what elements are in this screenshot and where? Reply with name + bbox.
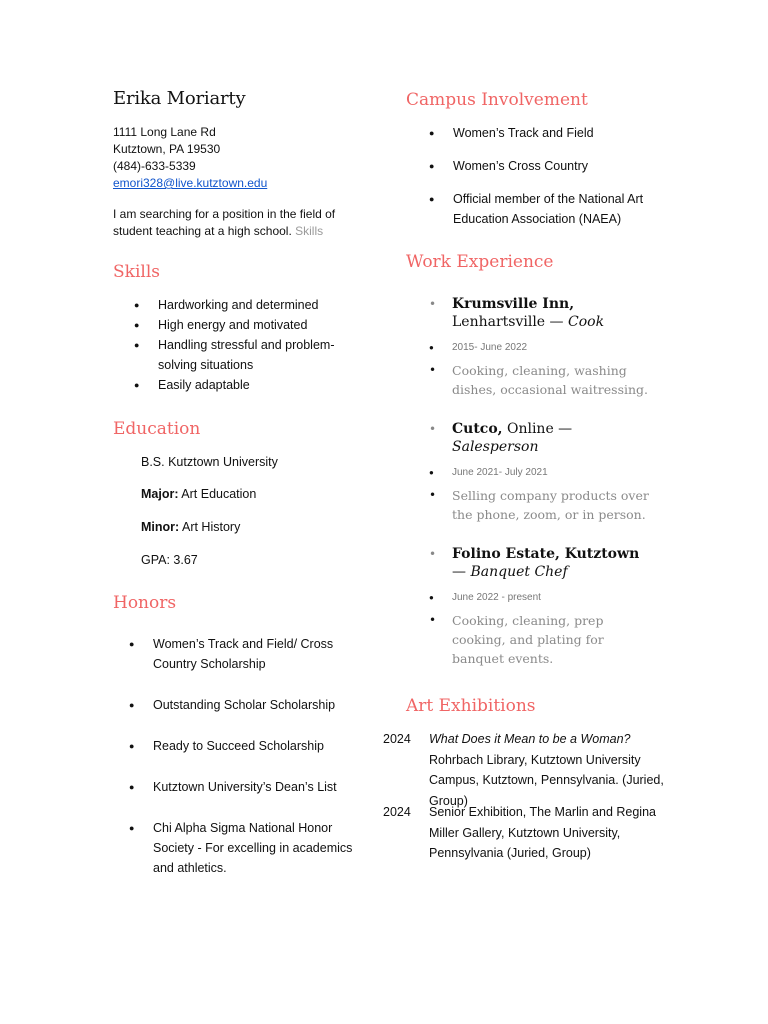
list-item: ● Kutztown University’s Dean’s List bbox=[129, 777, 359, 797]
degree: B.S. Kutztown University bbox=[141, 455, 278, 469]
list-item: ● Easily adaptable bbox=[134, 375, 354, 395]
list-item: ● Ready to Succeed Scholarship bbox=[129, 736, 359, 756]
exhibition-entry bbox=[383, 802, 683, 864]
exhibition-text bbox=[429, 802, 683, 864]
job-title-line bbox=[429, 420, 659, 456]
job-dates: ● June 2021- July 2021 bbox=[429, 466, 659, 480]
job-entry bbox=[429, 545, 659, 668]
list-item: ● Outstanding Scholar Scholarship bbox=[129, 695, 359, 715]
job-entry bbox=[429, 295, 659, 399]
job-role: Banquet Chef bbox=[470, 564, 568, 580]
address-line-1: 1111 Long Lane Rd bbox=[113, 125, 216, 139]
job-location: Lenhartsville — bbox=[452, 314, 568, 330]
job-role: Salesperson bbox=[452, 439, 539, 455]
address-line-2: Kutztown, PA 19530 bbox=[113, 142, 221, 156]
education-heading: Education bbox=[113, 419, 201, 439]
job-description: • Cooking, cleaning, prep cooking, and plating for banquet events. bbox=[429, 611, 659, 668]
work-heading: Work Experience bbox=[406, 252, 554, 272]
exhibition-title: What Does it Mean to be a Woman? bbox=[429, 732, 631, 746]
job-dates: ● 2015- June 2022 bbox=[429, 341, 659, 355]
honors-heading: Honors bbox=[113, 593, 177, 613]
job-employer: Krumsville Inn, bbox=[452, 296, 575, 312]
job-title-line bbox=[429, 295, 659, 331]
exhibition-details: Senior Exhibition, The Marlin and Regina Miller Gallery, Kutztown University, Pennsylvania (Juried, Group) bbox=[429, 805, 656, 860]
list-item: ● Chi Alpha Sigma National Honor Society - For excelling in academics and athletics. bbox=[129, 818, 359, 878]
job-description: • Cooking, cleaning, washing dishes, occasional waitressing. bbox=[429, 361, 659, 399]
campus-heading: Campus Involvement bbox=[406, 90, 588, 110]
objective-trailing-text: Skills bbox=[295, 224, 324, 238]
gpa: GPA: 3.67 bbox=[141, 553, 198, 567]
job-title-line bbox=[429, 545, 659, 581]
minor-value: Art History bbox=[181, 520, 241, 534]
major-label: Major: bbox=[141, 487, 179, 501]
exhibition-details: Rohrbach Library, Kutztown University Campus, Kutztown, Pennsylvania. (Juried, Group) bbox=[429, 752, 664, 808]
job-role: Cook bbox=[568, 314, 605, 330]
contact-block bbox=[113, 124, 267, 192]
skills-heading: Skills bbox=[113, 262, 160, 282]
job-location: — bbox=[452, 564, 471, 580]
job-description: • Selling company products over the phone, zoom, or in person. bbox=[429, 486, 659, 524]
email-link[interactable]: emori328@live.kutztown.edu bbox=[113, 176, 268, 190]
job-dates: ● June 2022 - present bbox=[429, 591, 659, 605]
campus-list bbox=[429, 123, 679, 242]
phone-number: (484)-633-5339 bbox=[113, 159, 196, 173]
skills-list bbox=[134, 295, 354, 395]
list-item: ● Women’s Cross Country bbox=[429, 156, 679, 176]
job-entry bbox=[429, 420, 659, 524]
exhibition-year: 2024 bbox=[383, 732, 411, 746]
exhibition-year: 2024 bbox=[383, 805, 411, 819]
list-item: ● Women’s Track and Field bbox=[429, 123, 679, 143]
list-item: ● Handling stressful and problem-solving situations bbox=[134, 335, 354, 375]
exhibition-text bbox=[429, 729, 683, 811]
objective bbox=[113, 206, 363, 240]
major bbox=[141, 487, 256, 501]
exhibitions-heading: Art Exhibitions bbox=[406, 696, 536, 716]
honors-list bbox=[129, 634, 359, 899]
job-employer: Cutco, bbox=[452, 421, 503, 437]
exhibition-entry bbox=[383, 729, 683, 811]
job-location: Online — bbox=[502, 421, 573, 437]
list-item: ● Women’s Track and Field/ Cross Country Scholarship bbox=[129, 634, 359, 674]
candidate-name: Erika Moriarty bbox=[113, 88, 246, 109]
list-item: ● Official member of the National Art Education Association (NAEA) bbox=[429, 189, 679, 229]
objective-text: I am searching for a position in the field of student teaching at a high school. bbox=[113, 207, 336, 238]
minor-label: Minor: bbox=[141, 520, 180, 534]
job-employer: Folino Estate, Kutztown bbox=[452, 546, 640, 562]
minor bbox=[141, 520, 240, 534]
list-item: ● Hardworking and determined bbox=[134, 295, 354, 315]
major-value: Art Education bbox=[181, 487, 257, 501]
list-item: ● High energy and motivated bbox=[134, 315, 354, 335]
